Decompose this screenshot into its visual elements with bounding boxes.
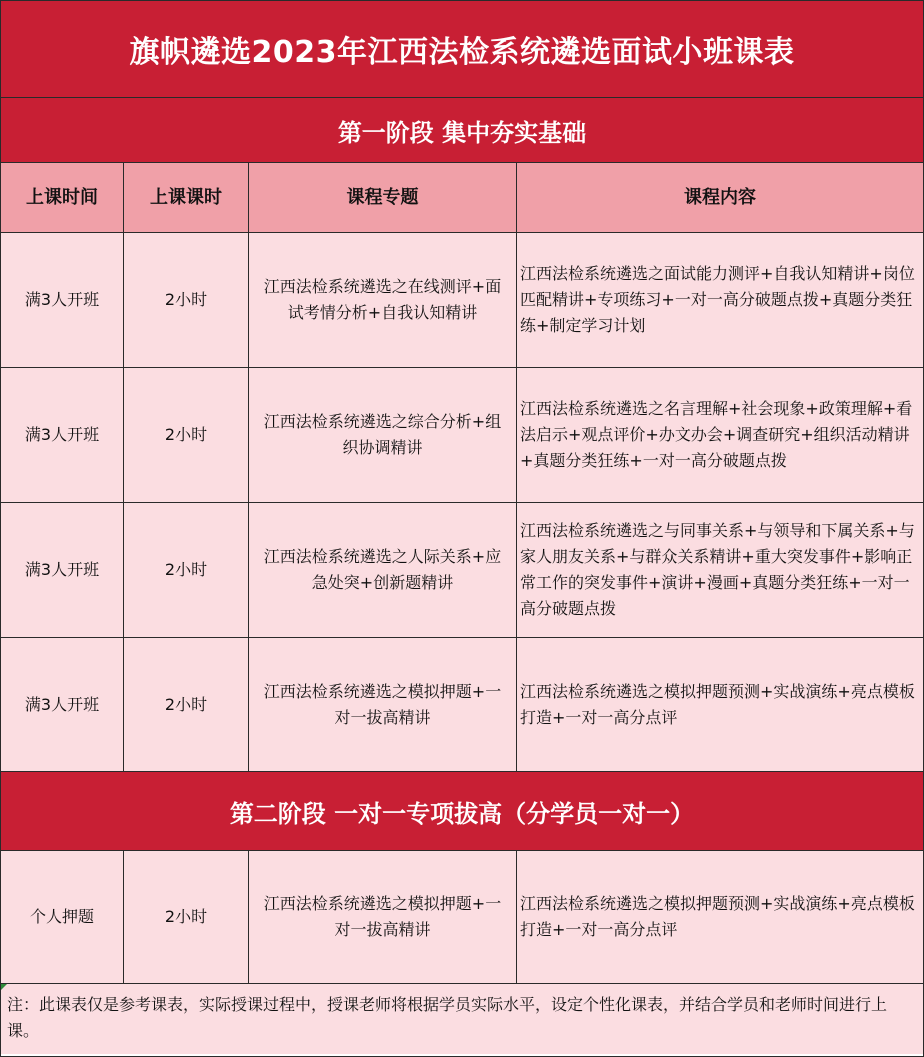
table-row — [1, 638, 923, 771]
note-section — [1, 984, 923, 1054]
row-topic: 江西法检系统遴选之在线测评+面试考情分析+自我认知精讲 — [249, 233, 517, 367]
header-time: 上课时间 — [1, 163, 124, 232]
row-content: 江西法检系统遴选之名言理解+社会现象+政策理解+看法启示+观点评价+办文办会+调查研究+组织活动精讲+真题分类狂练+一对一高分破题点拨 — [520, 399, 913, 470]
row-content: 江西法检系统遴选之模拟押题预测+实战演练+亮点模板打造+一对一高分点评 — [520, 681, 915, 727]
row-topic: 江西法检系统遴选之人际关系+应急处突+创新题精讲 — [249, 503, 517, 637]
row-hours: 2小时 — [124, 638, 249, 771]
row-time: 满3人开班 — [1, 368, 124, 502]
stage2-title: 第二阶段 一对一专项拔高（分学员一对一） — [1, 771, 923, 851]
table-header-row — [1, 163, 923, 233]
table-row — [1, 368, 923, 503]
table-row — [1, 233, 923, 368]
row-hours: 2小时 — [124, 368, 249, 502]
page-title: 旗帜遴选2023年江西法检系统遴选面试小班课表 — [1, 1, 923, 98]
row-topic: 江西法检系统遴选之综合分析+组织协调精讲 — [249, 368, 517, 502]
header-content: 课程内容 — [684, 186, 756, 208]
row-content: 江西法检系统遴选之与同事关系+与领导和下属关系+与家人朋友关系+与群众关系精讲+重大突发事件+影响正常工作的突发事件+演讲+漫画+真题分类狂练+一对一高分破题点拨 — [520, 521, 915, 618]
cell-comment-marker-icon — [1, 984, 7, 990]
row-topic: 江西法检系统遴选之模拟押题+一对一拔高精讲 — [249, 851, 517, 983]
header-topic: 课程专题 — [249, 163, 517, 232]
note-text: 注：此课表仅是参考课表，实际授课过程中，授课老师将根据学员实际水平，设定个性化课表，并结合学员和老师时间进行上课。 — [1, 984, 923, 1054]
row-topic: 江西法检系统遴选之模拟押题+一对一拔高精讲 — [249, 638, 517, 771]
row-hours: 2小时 — [124, 233, 249, 367]
stage1-title: 第一阶段 集中夯实基础 — [1, 98, 923, 163]
row-time: 个人押题 — [1, 851, 124, 983]
table-row — [1, 851, 923, 984]
row-time: 满3人开班 — [1, 638, 124, 771]
row-hours: 2小时 — [124, 851, 249, 983]
header-hours: 上课课时 — [124, 163, 249, 232]
table-row — [1, 503, 923, 638]
row-content: 江西法检系统遴选之模拟押题预测+实战演练+亮点模板打造+一对一高分点评 — [520, 894, 915, 939]
row-content: 江西法检系统遴选之面试能力测评+自我认知精讲+岗位匹配精讲+专项练习+一对一高分破题点拨+真题分类狂练+制定学习计划 — [520, 264, 915, 335]
row-hours: 2小时 — [124, 503, 249, 637]
row-time: 满3人开班 — [1, 503, 124, 637]
row-time: 满3人开班 — [1, 233, 124, 367]
